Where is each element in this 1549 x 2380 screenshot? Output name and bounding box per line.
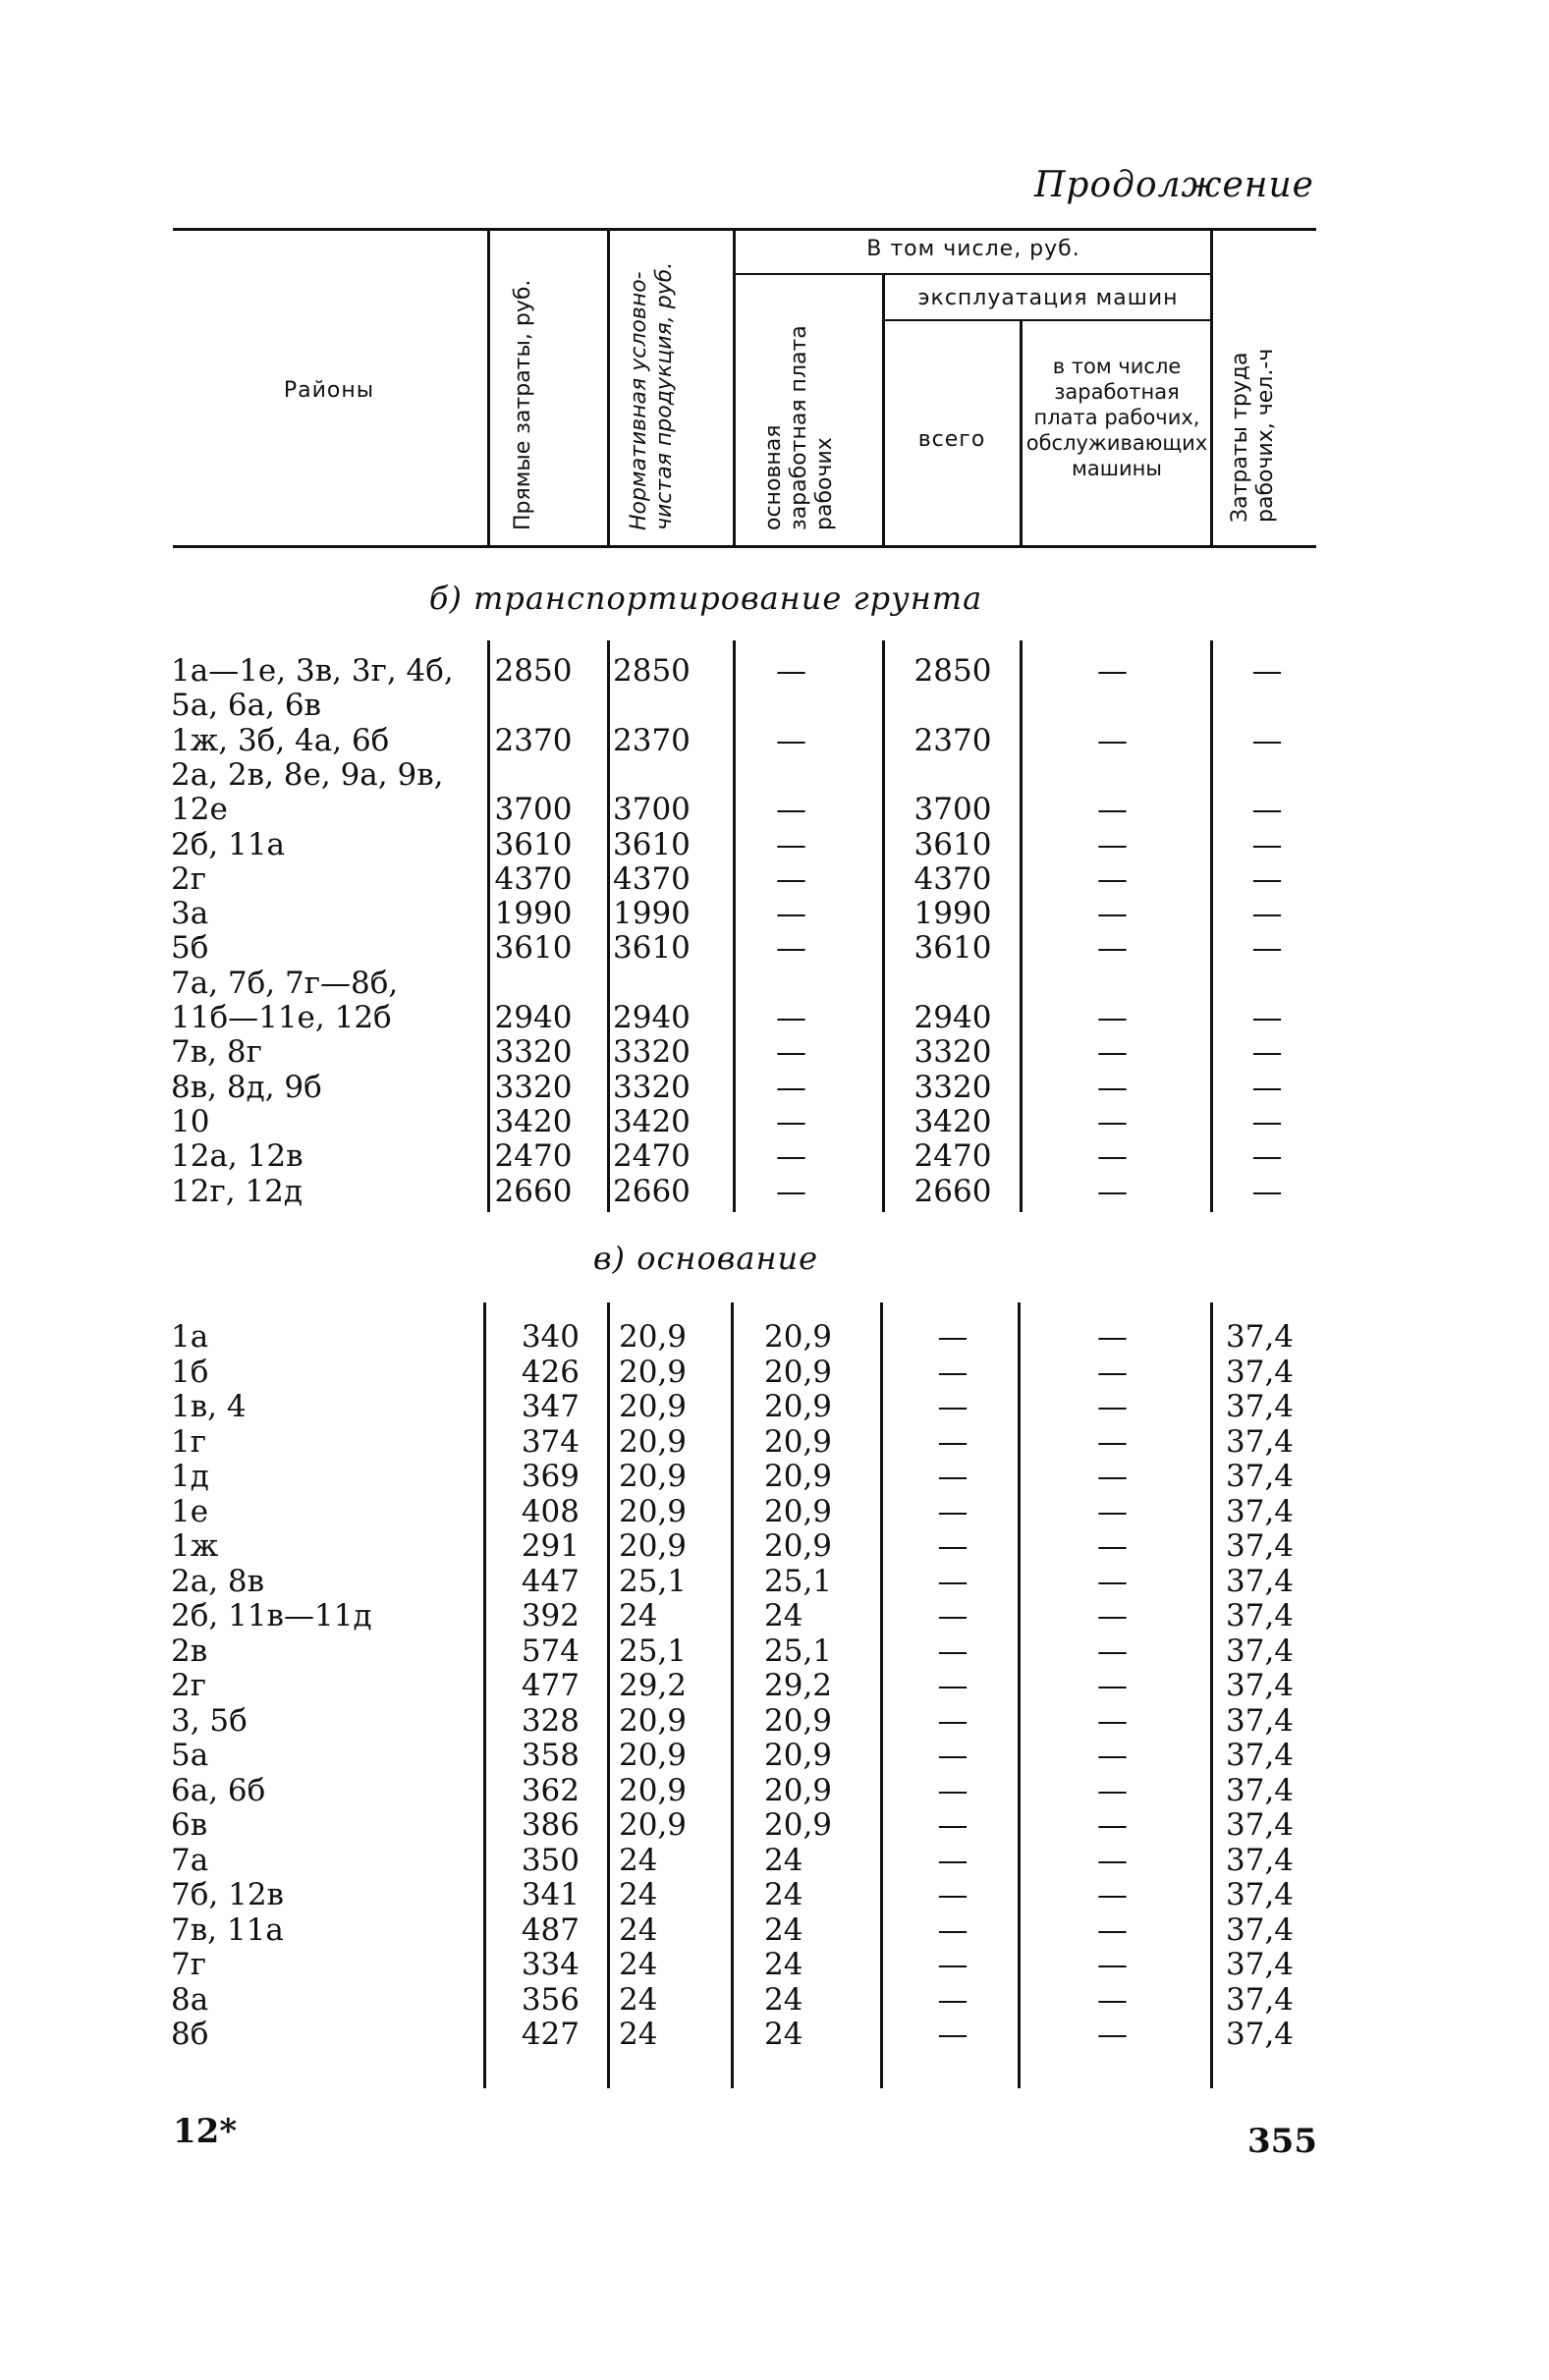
region-cell: 8б (171, 2017, 209, 2052)
machine-wage-cell: — (1097, 1319, 1128, 1355)
direct-cost-cell: 3420 (494, 1103, 573, 1139)
direct-cost-cell: 328 (521, 1702, 580, 1739)
direct-cost-cell: 3320 (494, 1069, 573, 1105)
section-b-title: б) транспортирование грунта (428, 580, 983, 617)
base-wage-cell: 24 (764, 1877, 803, 1912)
region-cell: 12г, 12д (171, 1173, 303, 1209)
labor-cell: — (1251, 999, 1283, 1035)
base-wage-cell: 24 (764, 1981, 803, 2018)
labor-cell: 37,4 (1226, 1354, 1295, 1390)
footer-signature-mark: 12* (173, 2112, 238, 2151)
normative-cell: 3700 (613, 792, 691, 828)
machine-total-cell: — (937, 1842, 968, 1878)
machine-total-cell: 2370 (913, 722, 992, 758)
direct-cost-cell: 340 (521, 1319, 580, 1355)
table-row (0, 1599, 1549, 1633)
table-row (0, 931, 1549, 966)
region-cell: 7г (171, 1947, 206, 1982)
base-wage-cell: 24 (764, 1842, 803, 1878)
labor-cell: — (1251, 826, 1283, 862)
machine-wage-cell: — (1097, 1389, 1128, 1424)
labor-cell: 37,4 (1226, 1598, 1295, 1633)
table-row (0, 1634, 1549, 1669)
labor-cell: 37,4 (1226, 1702, 1295, 1739)
base-wage-cell: 24 (764, 1598, 803, 1633)
machine-total-cell: — (937, 1459, 968, 1494)
normative-cell: 24 (619, 1842, 658, 1878)
direct-cost-cell: 2370 (494, 722, 573, 758)
machine-wage-cell: — (1097, 1354, 1128, 1390)
machine-wage-cell: — (1097, 1423, 1128, 1460)
base-wage-cell: — (776, 1069, 806, 1105)
labor-cell: 37,4 (1226, 1877, 1295, 1912)
direct-cost-cell: 291 (521, 1528, 580, 1564)
direct-cost-cell: 408 (521, 1493, 580, 1529)
region-cell: 1б (171, 1354, 209, 1390)
machine-wage-cell: — (1097, 896, 1128, 932)
header-normative-output: Нормативная условно-чистая продукция, руб. (627, 261, 677, 530)
labor-cell: 37,4 (1226, 1981, 1295, 2018)
region-cell: 8в, 8д, 9б (171, 1069, 322, 1105)
header-incl-machine-wage: в том числе заработная плата рабочих, обслуживающих машины (1025, 355, 1208, 480)
region-cell: 5а, 6а, 6в (171, 688, 322, 724)
labor-cell: 37,4 (1226, 1668, 1295, 1703)
machine-total-cell: 3610 (913, 930, 992, 967)
base-wage-cell: — (776, 1103, 806, 1139)
normative-cell: 20,9 (619, 1528, 688, 1564)
region-cell: 5а (171, 1738, 209, 1773)
normative-cell: 20,9 (619, 1459, 688, 1494)
normative-cell: 3420 (613, 1103, 691, 1139)
normative-cell: 24 (619, 1877, 658, 1912)
header-col-divider-2 (607, 228, 610, 545)
machine-total-cell: — (937, 1493, 968, 1529)
base-wage-cell: 20,9 (764, 1354, 833, 1390)
labor-cell: — (1251, 930, 1283, 967)
machine-wage-cell: — (1097, 1807, 1128, 1843)
labor-cell: 37,4 (1226, 1772, 1295, 1808)
normative-cell: 25,1 (619, 1563, 688, 1599)
labor-cell: 37,4 (1226, 1842, 1295, 1878)
table-row (0, 1704, 1549, 1739)
header-col-divider-3 (733, 228, 736, 545)
normative-cell: 20,9 (619, 1493, 688, 1529)
machine-total-cell: — (937, 1528, 968, 1564)
normative-cell: 20,9 (619, 1423, 688, 1460)
header-col-divider-5 (1020, 321, 1023, 545)
normative-cell: 25,1 (619, 1633, 688, 1669)
machine-total-cell: — (937, 1319, 968, 1355)
base-wage-cell: 20,9 (764, 1389, 833, 1424)
direct-cost-cell: 447 (521, 1563, 580, 1599)
base-wage-cell: — (776, 1138, 806, 1175)
table-row (0, 1669, 1549, 1703)
normative-cell: 24 (619, 1981, 658, 2018)
normative-cell: 24 (619, 1911, 658, 1948)
machine-wage-cell: — (1097, 1138, 1128, 1175)
machine-wage-cell: — (1097, 1772, 1128, 1808)
normative-cell: 1990 (613, 896, 691, 932)
normative-cell: 20,9 (619, 1772, 688, 1808)
direct-cost-cell: 358 (521, 1738, 580, 1773)
machine-wage-cell: — (1097, 1493, 1128, 1529)
direct-cost-cell: 487 (521, 1911, 580, 1948)
labor-cell: 37,4 (1226, 1319, 1295, 1355)
table-row (0, 2018, 1549, 2052)
direct-cost-cell: 2470 (494, 1138, 573, 1175)
machine-total-cell: — (937, 1354, 968, 1390)
machine-wage-cell: — (1097, 653, 1128, 689)
table-row (0, 1175, 1549, 1209)
machine-wage-cell: — (1097, 930, 1128, 967)
normative-cell: 24 (619, 1947, 658, 1982)
region-cell: 7а (171, 1842, 209, 1878)
region-cell: 7в, 8г (171, 1034, 262, 1071)
header-including: В том числе, руб. (866, 237, 1080, 261)
table-row (0, 1878, 1549, 1912)
base-wage-cell: 25,1 (764, 1633, 833, 1669)
machine-wage-cell: — (1097, 1034, 1128, 1071)
machine-total-cell: — (937, 1668, 968, 1703)
machine-total-cell: — (937, 1423, 968, 1460)
base-wage-cell: 20,9 (764, 1702, 833, 1739)
direct-cost-cell: 1990 (494, 896, 573, 932)
direct-cost-cell: 374 (521, 1423, 580, 1460)
base-wage-cell: — (776, 826, 806, 862)
direct-cost-cell: 2850 (494, 653, 573, 689)
table-row (0, 1035, 1549, 1070)
machine-total-cell: — (937, 1738, 968, 1773)
labor-cell: — (1251, 1103, 1283, 1139)
direct-cost-cell: 574 (521, 1633, 580, 1669)
machine-total-cell: 3320 (913, 1034, 992, 1071)
including-rule (735, 273, 1212, 275)
header-direct-costs: Прямые затраты, руб. (511, 279, 535, 530)
machine-wage-cell: — (1097, 1173, 1128, 1209)
machine-total-cell: 3320 (913, 1069, 992, 1105)
base-wage-cell: — (776, 999, 806, 1035)
normative-cell: 3320 (613, 1034, 691, 1071)
machine-total-cell: — (937, 1598, 968, 1633)
base-wage-cell: 20,9 (764, 1738, 833, 1773)
table-row (0, 758, 1549, 828)
normative-cell: 3610 (613, 826, 691, 862)
normative-cell: 2660 (613, 1173, 691, 1209)
region-cell: 6в (171, 1807, 208, 1843)
machine-wage-cell: — (1097, 1947, 1128, 1982)
region-cell: 2б, 11а (171, 826, 286, 862)
machine-wage-cell: — (1097, 1668, 1128, 1703)
table-row (0, 1948, 1549, 1982)
machine-wage-cell: — (1097, 1702, 1128, 1739)
region-cell: 2б, 11в—11д (171, 1598, 372, 1633)
base-wage-cell: 20,9 (764, 1459, 833, 1494)
normative-cell: 29,2 (619, 1668, 688, 1703)
labor-cell: 37,4 (1226, 1911, 1295, 1948)
continuation-label: Продолжение (1034, 165, 1314, 205)
table-row (0, 1844, 1549, 1878)
region-cell: 1в, 4 (171, 1389, 247, 1424)
normative-cell: 2850 (613, 653, 691, 689)
normative-cell: 20,9 (619, 1807, 688, 1843)
base-wage-cell: 24 (764, 2017, 803, 2052)
direct-cost-cell: 3320 (494, 1034, 573, 1071)
direct-cost-cell: 4370 (494, 860, 573, 897)
labor-cell: 37,4 (1226, 1389, 1295, 1424)
machine-total-cell: — (937, 1702, 968, 1739)
machine-wage-cell: — (1097, 1459, 1128, 1494)
machine-wage-cell: — (1097, 1911, 1128, 1948)
labor-cell: 37,4 (1226, 1528, 1295, 1564)
direct-cost-cell: 3610 (494, 930, 573, 967)
header-col-divider-1 (487, 228, 490, 545)
machine-total-cell: — (937, 1807, 968, 1843)
labor-cell: 37,4 (1226, 1423, 1295, 1460)
machine-total-cell: 2940 (913, 999, 992, 1035)
labor-cell: — (1251, 1069, 1283, 1105)
machine-wage-cell: — (1097, 1738, 1128, 1773)
header-col-divider-6 (1210, 228, 1213, 545)
machine-total-cell: 3610 (913, 826, 992, 862)
table-row (0, 1495, 1549, 1529)
labor-cell: 37,4 (1226, 1633, 1295, 1669)
base-wage-cell: 20,9 (764, 1493, 833, 1529)
region-cell: 1ж (171, 1528, 219, 1564)
machine-rule (884, 319, 1212, 321)
base-wage-cell: — (776, 860, 806, 897)
region-cell: 1ж, 3б, 4а, 6б (171, 722, 390, 758)
machine-total-cell: 3420 (913, 1103, 992, 1139)
normative-cell: 20,9 (619, 1738, 688, 1773)
machine-wage-cell: — (1097, 1633, 1128, 1669)
region-cell: 3а (171, 896, 209, 932)
direct-cost-cell: 347 (521, 1389, 580, 1424)
labor-cell: — (1251, 1034, 1283, 1071)
machine-total-cell: — (937, 1911, 968, 1948)
section-v-title: в) основание (592, 1240, 819, 1277)
region-cell: 11б—11е, 12б (171, 999, 392, 1035)
region-cell: 1а—1е, 3в, 3г, 4б, (171, 653, 454, 689)
labor-cell: — (1251, 896, 1283, 932)
labor-cell: — (1251, 860, 1283, 897)
base-wage-cell: 24 (764, 1911, 803, 1948)
table-top-rule (173, 228, 1316, 231)
machine-wage-cell: — (1097, 1528, 1128, 1564)
direct-cost-cell: 477 (521, 1668, 580, 1703)
machine-total-cell: 4370 (913, 860, 992, 897)
labor-cell: 37,4 (1226, 1493, 1295, 1529)
table-row (0, 828, 1549, 862)
region-cell: 8а (171, 1981, 209, 2018)
region-cell: 3, 5б (171, 1702, 248, 1739)
machine-wage-cell: — (1097, 826, 1128, 862)
base-wage-cell: — (776, 653, 806, 689)
machine-wage-cell: — (1097, 1981, 1128, 2018)
table-row (0, 1425, 1549, 1460)
machine-total-cell: — (937, 1981, 968, 2018)
table-row (0, 1071, 1549, 1105)
header-bottom-rule (173, 545, 1316, 548)
labor-cell: 37,4 (1226, 2017, 1295, 2052)
direct-cost-cell: 341 (521, 1877, 580, 1912)
base-wage-cell: 20,9 (764, 1319, 833, 1355)
table-row (0, 967, 1549, 1036)
direct-cost-cell: 334 (521, 1947, 580, 1982)
base-wage-cell: 25,1 (764, 1563, 833, 1599)
region-cell: 2в (171, 1633, 208, 1669)
direct-cost-cell: 427 (521, 2017, 580, 2052)
base-wage-cell: — (776, 1034, 806, 1071)
table-row (0, 1139, 1549, 1174)
normative-cell: 2370 (613, 722, 691, 758)
machine-wage-cell: — (1097, 1069, 1128, 1105)
machine-total-cell: 3700 (913, 792, 992, 828)
normative-cell: 2470 (613, 1138, 691, 1175)
page-number: 355 (1247, 2122, 1317, 2161)
direct-cost-cell: 3610 (494, 826, 573, 862)
machine-total-cell: — (937, 1563, 968, 1599)
machine-wage-cell: — (1097, 1877, 1128, 1912)
direct-cost-cell: 3700 (494, 792, 573, 828)
normative-cell: 24 (619, 1598, 658, 1633)
machine-wage-cell: — (1097, 1598, 1128, 1633)
region-cell: 6а, 6б (171, 1772, 266, 1808)
direct-cost-cell: 369 (521, 1459, 580, 1494)
direct-cost-cell: 392 (521, 1598, 580, 1633)
direct-cost-cell: 350 (521, 1842, 580, 1878)
table-row (0, 1565, 1549, 1599)
region-cell: 7б, 12в (171, 1877, 284, 1912)
machine-total-cell: 2470 (913, 1138, 992, 1175)
table-row (0, 724, 1549, 758)
labor-cell: 37,4 (1226, 1947, 1295, 1982)
machine-total-cell: 1990 (913, 896, 992, 932)
base-wage-cell: 20,9 (764, 1423, 833, 1460)
direct-cost-cell: 386 (521, 1807, 580, 1843)
direct-cost-cell: 356 (521, 1981, 580, 2018)
base-wage-cell: 20,9 (764, 1807, 833, 1843)
table-row (0, 1356, 1549, 1390)
labor-cell: 37,4 (1226, 1459, 1295, 1494)
normative-cell: 20,9 (619, 1354, 688, 1390)
table-row (0, 1739, 1549, 1773)
labor-cell: — (1251, 1173, 1283, 1209)
base-wage-cell: — (776, 722, 806, 758)
table-row (0, 1913, 1549, 1948)
machine-total-cell: — (937, 1947, 968, 1982)
base-wage-cell: 24 (764, 1947, 803, 1982)
region-cell: 12а, 12в (171, 1138, 304, 1175)
machine-wage-cell: — (1097, 2017, 1128, 2052)
region-cell: 1а (171, 1319, 209, 1355)
machine-wage-cell: — (1097, 860, 1128, 897)
table-row (0, 654, 1549, 724)
machine-wage-cell: — (1097, 1103, 1128, 1139)
region-cell: 1г (171, 1423, 206, 1460)
header-col-divider-4 (882, 275, 885, 545)
normative-cell: 2940 (613, 999, 691, 1035)
normative-cell: 3320 (613, 1069, 691, 1105)
table-row (0, 1390, 1549, 1424)
normative-cell: 24 (619, 2017, 658, 2052)
direct-cost-cell: 426 (521, 1354, 580, 1390)
machine-wage-cell: — (1097, 792, 1128, 828)
labor-cell: — (1251, 792, 1283, 828)
machine-total-cell: — (937, 2017, 968, 2052)
direct-cost-cell: 2660 (494, 1173, 573, 1209)
region-cell: 7а, 7б, 7г—8б, (171, 965, 399, 1001)
table-row (0, 1105, 1549, 1139)
direct-cost-cell: 362 (521, 1772, 580, 1808)
region-cell: 2а, 2в, 8е, 9а, 9в, (171, 756, 444, 793)
header-labor-costs: Затраты труда рабочих, чел.-ч (1228, 348, 1278, 523)
labor-cell: 37,4 (1226, 1738, 1295, 1773)
labor-cell: — (1251, 653, 1283, 689)
region-cell: 7в, 11а (171, 1911, 284, 1948)
table-row (0, 1774, 1549, 1808)
machine-total-cell: — (937, 1389, 968, 1424)
direct-cost-cell: 2940 (494, 999, 573, 1035)
machine-wage-cell: — (1097, 1842, 1128, 1878)
labor-cell: — (1251, 722, 1283, 758)
header-base-wage: основная заработная плата рабочих (761, 325, 837, 530)
table-row (0, 1808, 1549, 1843)
region-cell: 2г (171, 860, 206, 897)
normative-cell: 20,9 (619, 1389, 688, 1424)
base-wage-cell: — (776, 1173, 806, 1209)
machine-total-cell: — (937, 1772, 968, 1808)
region-cell: 12е (171, 792, 228, 828)
base-wage-cell: — (776, 792, 806, 828)
normative-cell: 4370 (613, 860, 691, 897)
region-cell: 1д (171, 1459, 209, 1494)
machine-total-cell: — (937, 1633, 968, 1669)
table-row (0, 1460, 1549, 1494)
labor-cell: — (1251, 1138, 1283, 1175)
header-total: всего (917, 427, 986, 452)
table-row (0, 897, 1549, 931)
region-cell: 5б (171, 930, 209, 967)
region-cell: 1е (171, 1493, 209, 1529)
header-regions: Районы (283, 378, 375, 403)
region-cell: 2г (171, 1668, 206, 1703)
region-cell: 2а, 8в (171, 1563, 265, 1599)
base-wage-cell: 20,9 (764, 1528, 833, 1564)
machine-wage-cell: — (1097, 1563, 1128, 1599)
header-machine-operation: эксплуатация машин (917, 286, 1179, 310)
machine-wage-cell: — (1097, 722, 1128, 758)
machine-wage-cell: — (1097, 999, 1128, 1035)
base-wage-cell: 29,2 (764, 1668, 833, 1703)
machine-total-cell: — (937, 1877, 968, 1912)
table-row (0, 1320, 1549, 1355)
table-row (0, 1529, 1549, 1564)
base-wage-cell: 20,9 (764, 1772, 833, 1808)
normative-cell: 3610 (613, 930, 691, 967)
region-cell: 10 (171, 1103, 210, 1139)
normative-cell: 20,9 (619, 1702, 688, 1739)
machine-total-cell: 2850 (913, 653, 992, 689)
base-wage-cell: — (776, 930, 806, 967)
base-wage-cell: — (776, 896, 806, 932)
labor-cell: 37,4 (1226, 1563, 1295, 1599)
normative-cell: 20,9 (619, 1319, 688, 1355)
labor-cell: 37,4 (1226, 1807, 1295, 1843)
table-row (0, 1983, 1549, 2018)
table-row (0, 862, 1549, 897)
machine-total-cell: 2660 (913, 1173, 992, 1209)
